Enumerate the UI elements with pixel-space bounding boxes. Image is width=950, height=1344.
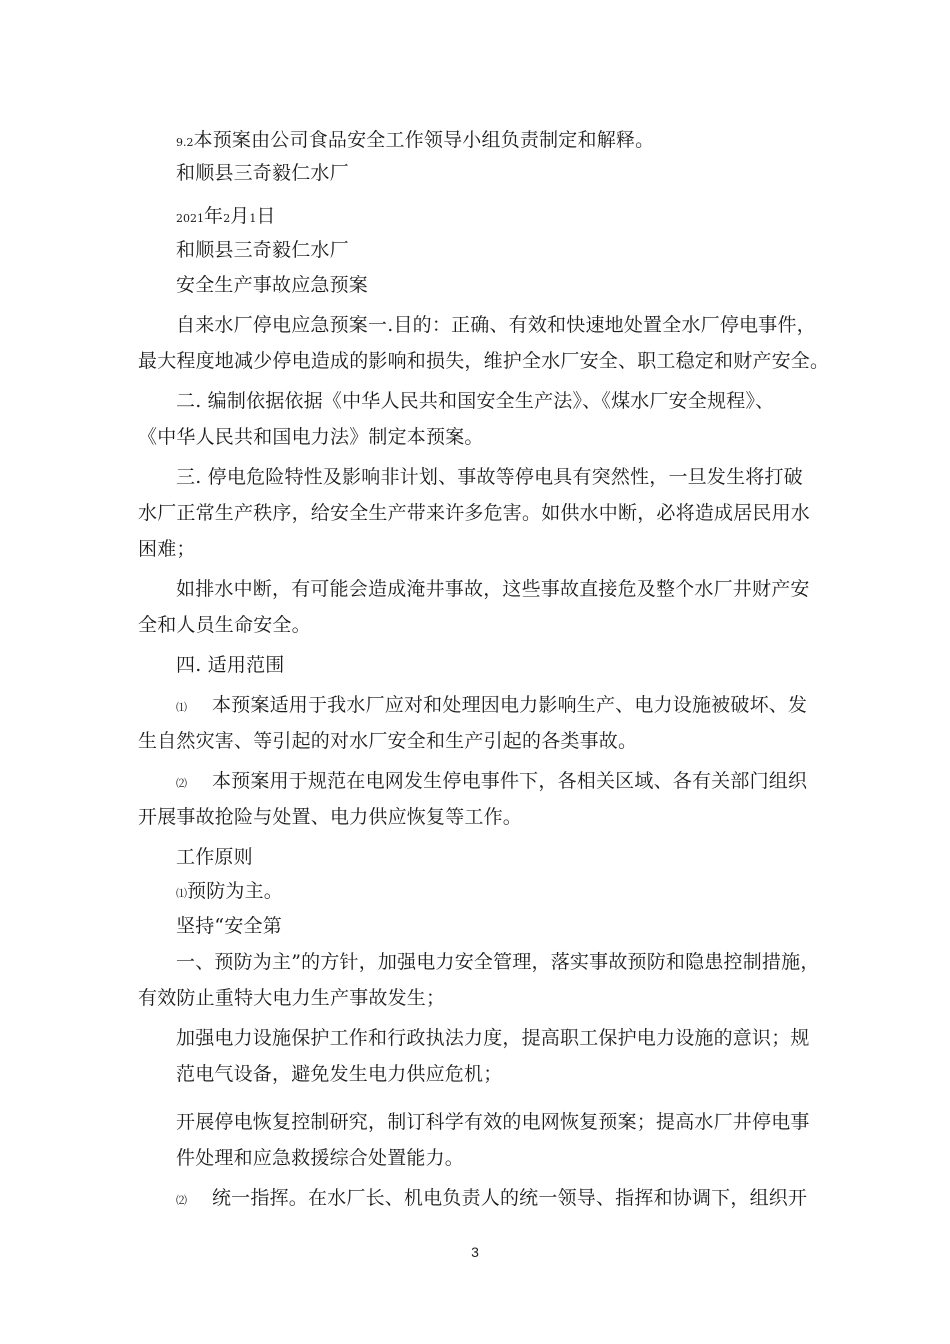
paragraph-line: 困难； [138, 538, 196, 560]
paragraph-line: 一、预防为主”的方针，加强电力安全管理，落实事故预防和隐患控制措施， [176, 951, 820, 973]
section-heading: 工作原则 [176, 846, 253, 868]
paragraph-line: 全和人员生命安全。 [138, 614, 311, 636]
list-item [176, 769, 807, 796]
paragraph-line: 件处理和应急救援综合处置能力。 [176, 1147, 465, 1169]
list-text: 预防为主。 [187, 880, 284, 902]
paragraph-line: 二. 编制依据依据《中华人民共和国安全生产法》、《煤水厂安全规程》、 [176, 390, 775, 412]
paragraph-line: 生自然灾害、等引起的对水厂安全和生产引起的各类事故。 [138, 730, 638, 752]
list-text: 本预案适用于我水厂应对和处理因电力影响生产、电力设施被破坏、发 [211, 694, 808, 716]
paragraph-line: 范电气设备，避免发生电力供应危机； [176, 1063, 503, 1085]
list-text: 本预案用于规范在电网发生停电事件下，各相关区域、各有关部门组织 [211, 770, 808, 792]
issuer-name: 和顺县三奇毅仁水厂 [176, 162, 349, 184]
paragraph-line: 自来水厂停电应急预案一.目的：正确、有效和快速地处置全水厂停电事件， [176, 314, 816, 336]
paragraph-line: 加强电力设施保护工作和行政执法力度，提高职工保护电力设施的意识；规 [176, 1027, 810, 1049]
list-marker: ⑴ [176, 701, 187, 714]
date-year: 2021 [176, 212, 204, 225]
paragraph-line: 如排水中断，有可能会造成淹井事故，这些事故直接危及整个水厂井财产安 [176, 578, 810, 600]
paragraph-line: 坚持“安全第 [176, 915, 282, 937]
date-month-char: 月 [230, 205, 250, 227]
paragraph-line: 《中华人民共和国电力法》制定本预案。 [138, 426, 484, 448]
date-year-char: 年 [204, 205, 224, 227]
list-item [176, 879, 283, 906]
list-marker: ⑴ [176, 887, 187, 900]
clause-text: 本预案由公司食品安全工作领导小组负责制定和解释。 [193, 129, 655, 151]
issue-date [176, 204, 276, 231]
page-number: 3 [471, 1244, 479, 1260]
paragraph-line: 最大程度地减少停电造成的影响和损失，维护全水厂安全、职工稳定和财产安全。 [138, 350, 830, 372]
paragraph-line: 开展事故抢险与处置、电力供应恢复等工作。 [138, 806, 523, 828]
section-heading: 四. 适用范围 [176, 654, 285, 676]
paragraph-line: 三. 停电危险特性及影响非计划、事故等停电具有突然性，一旦发生将打破 [176, 466, 803, 488]
date-month: 2 [223, 212, 231, 225]
document-title: 安全生产事故应急预案 [176, 274, 369, 296]
date-day: 1 [249, 212, 257, 225]
date-day-char: 日 [256, 205, 276, 227]
list-marker: ⑵ [176, 777, 187, 790]
company-name: 和顺县三奇毅仁水厂 [176, 239, 349, 261]
list-item [176, 693, 807, 720]
list-item [176, 1186, 807, 1213]
paragraph-line: 有效防止重特大电力生产事故发生； [138, 987, 446, 1009]
list-text: 统一指挥。在水厂长、机电负责人的统一领导、指挥和协调下，组织开 [211, 1187, 808, 1209]
list-marker: ⑵ [176, 1194, 187, 1207]
clause-9-2 [176, 128, 654, 155]
paragraph-line: 水厂正常生产秩序，给安全生产带来许多危害。如供水中断，必将造成居民用水 [138, 502, 811, 524]
clause-number: 9.2 [176, 136, 194, 149]
paragraph-line: 开展停电恢复控制研究，制订科学有效的电网恢复预案；提高水厂井停电事 [176, 1111, 810, 1133]
